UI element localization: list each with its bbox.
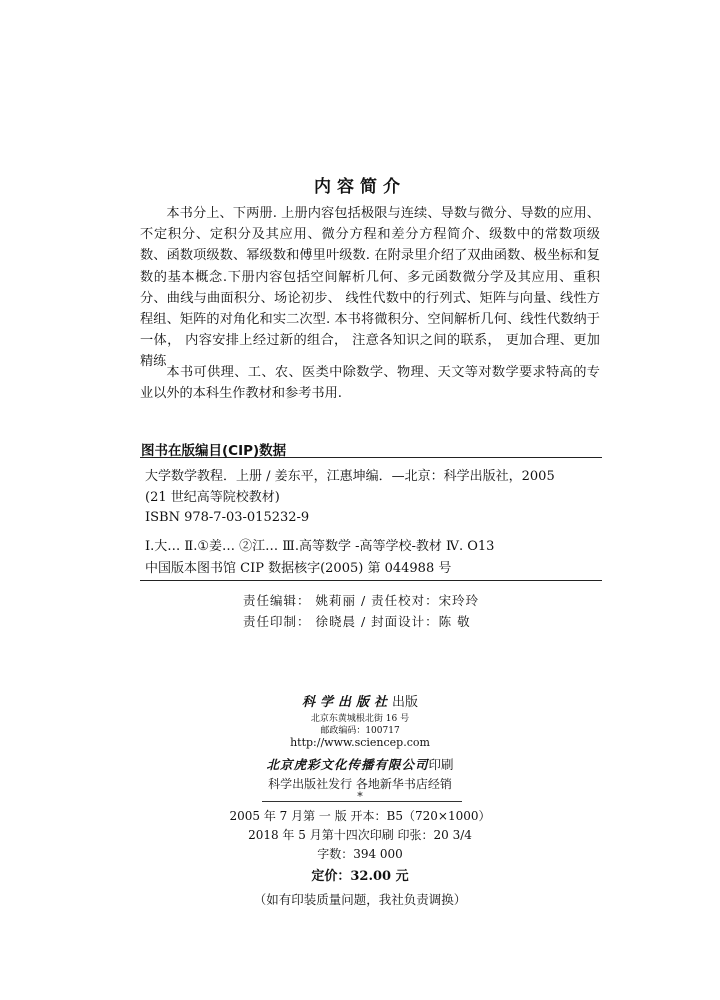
word-count: 字数：394 000: [317, 847, 403, 861]
printer-line: [0, 755, 720, 773]
credits-line-editors: 责任编辑： 姚莉丽 / 责任校对：宋玲玲: [243, 593, 480, 608]
separator-rule: [262, 801, 462, 802]
summary-paragraph-1: 本书分上、下两册. 上册内容包括极限与连续、导数与微分、导数的应用、不定积分、定积分及其应用、微分方程和差分方程简介、级数中的常数项级数、函数项级数、幂级数和傅里叶级数. 在附录里介绍了双曲函数、极坐标和复数的基本概念.下册内容包括空间解析几何、多元函数微分学及其应用、重积分、曲线与曲面积分、场论初步、 线性代数中的行列式、矩阵与向量、线性方程组、矩阵的对角化和实二次型. 本书将微积分、空间解析几何、线性代数纳于一体， 内容安排上经过新的组合， 注意各知识之间的联系， 更加合理、更加精练: [140, 206, 600, 370]
printing-line: 2018 年 5 月第十四次印刷 印张：20 3/4: [248, 828, 472, 842]
printer-name: 北京虎彩文化传播有限公司: [266, 757, 429, 772]
quality-notice: （如有印装质量问题，我社负责调换）: [253, 892, 467, 907]
cip-heading: 图书在版编目(CIP)数据: [141, 443, 287, 459]
publisher-address: 北京东黄城根北街 16 号: [310, 714, 410, 724]
separator-star: *: [357, 790, 363, 803]
credits-line-production: 责任印制： 徐晓晨 / 封面设计：陈 敬: [243, 614, 471, 629]
cip-series-line: (21 世纪高等院校教材): [145, 490, 280, 505]
cip-title-line: 大学数学教程．上册 / 姜东平，江惠坤编．—北京：科学出版社，2005: [145, 469, 555, 484]
distribution-line: 科学出版社发行 各地新华书店经销: [268, 777, 452, 791]
publisher-name: 科学出版社: [301, 695, 392, 710]
cip-classification-line: Ⅰ.大… Ⅱ.①姜… ②江… Ⅲ.高等数学 -高等学校-教材 Ⅳ. O13: [145, 539, 495, 554]
summary-paragraph-2: 本书可供理、工、农、医类中除数学、物理、天文等对数学要求特高的专业以外的本科生作教材和参考书用.: [140, 365, 600, 402]
publisher-line: [0, 691, 720, 710]
editorial-credits: [243, 590, 479, 632]
edition-line: 2005 年 7 月第 一 版 开本：B5（720×1000）: [229, 809, 491, 823]
cip-isbn-line: ISBN 978-7-03-015232-9: [145, 510, 310, 525]
page-title: 内容简介: [314, 177, 406, 197]
cip-record-number-line: 中国版本图书馆 CIP 数据核字(2005) 第 044988 号: [145, 561, 452, 576]
printer-suffix: 印刷: [428, 757, 454, 772]
publisher-url: http://www.sciencep.com: [290, 736, 430, 749]
publisher-name-suffix: 出版: [392, 695, 419, 710]
publisher-postcode: 邮政编码：100717: [320, 726, 400, 736]
price: 定价：32.00 元: [311, 869, 409, 884]
